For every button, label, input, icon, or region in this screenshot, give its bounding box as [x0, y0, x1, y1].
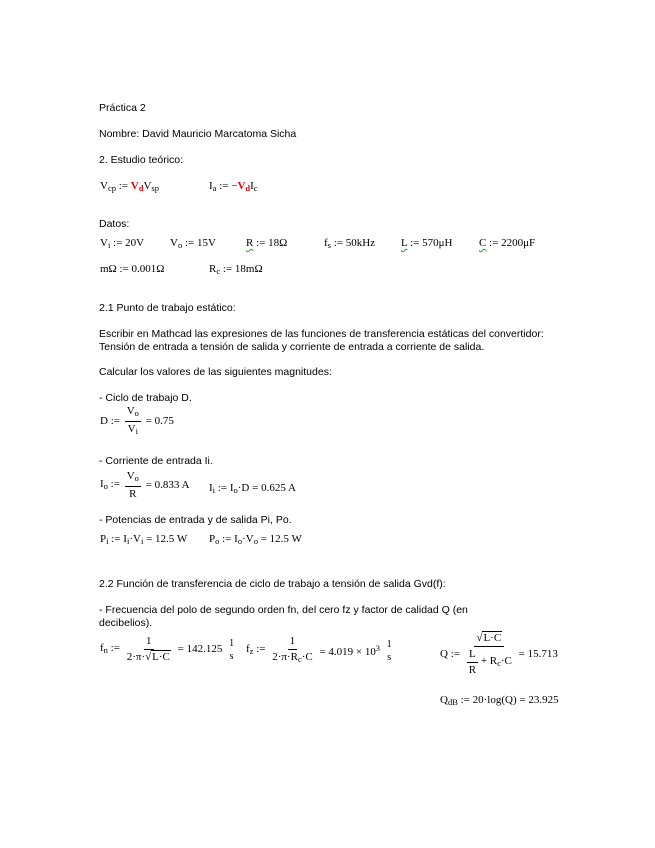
- equation-vcp: $V_{cp}$ := $V_dV_{sp}$: [100, 180, 159, 193]
- equation-io: $I_o$ := $\frac{V_o}{R}$ = 0.833 A: [100, 470, 190, 500]
- datos-fs: $f_s$ := 50kHz: [324, 237, 376, 250]
- section-21-heading: 2.1 Punto de trabajo estático:: [99, 302, 236, 314]
- corriente-label: - Corriente de entrada Ii.: [99, 455, 213, 467]
- document-title: Práctica 2: [99, 102, 146, 114]
- equation-pi: $P_i$ := $I_i\cdot V_i = 12.5$ W: [100, 533, 188, 546]
- paragraph-line-2: Tensión de entrada a tensión de salida y corriente de entrada a corriente de salida.: [99, 341, 485, 353]
- section-2-heading: 2. Estudio teórico:: [99, 154, 184, 166]
- equation-po: $P_o$ := $I_o\cdot V_o = 12.5$ W: [209, 533, 302, 546]
- section-22-heading: 2.2 Función de transferencia de ciclo de trabajo a tensión de salida Gvd(f):: [99, 578, 446, 590]
- ciclo-label: - Ciclo de trabajo D.: [99, 392, 192, 404]
- equation-q: Q := √L·C $\frac{L}{R}$ + $R_c\cdot C$ = 15.713: [440, 632, 558, 676]
- frecuencia-line-2: decibelios).: [99, 617, 153, 629]
- datos-vi: $V_i$ := 20V: [100, 237, 145, 250]
- equation-ii: $I_i$ := $I_o\cdot D = 0.625$ A: [209, 482, 296, 495]
- datos-l: L := 570μH: [401, 237, 453, 249]
- equation-ia: $I_a$ := $-V_dI_c$: [209, 180, 258, 193]
- datos-c: C := 2200μF: [479, 237, 536, 249]
- calc-instruction: Calcular los valores de las siguientes magnitudes:: [99, 366, 332, 378]
- equation-qdb: $Q_{dB}$ := 20·log(Q) = 23.925: [440, 694, 559, 707]
- potencias-label: - Potencias de entrada y de salida Pi, Po.: [99, 514, 292, 526]
- equation-fn: $f_n$ := $\frac{1}{2\cdot\pi\cdot√L\cdot C}$ = 142.125 1 s: [100, 635, 235, 663]
- equation-fz: $f_z$ := $\frac{1}{2\cdot\pi\cdot R_c\cdot C}$ = $4.019 \times 10^3$ 1 s: [246, 635, 392, 664]
- datos-rc: $R_c$ := 18mΩ: [209, 263, 263, 276]
- datos-r: R := 18Ω: [246, 237, 288, 249]
- author-name: Nombre: David Mauricio Marcatoma Sicha: [99, 128, 297, 140]
- datos-label: Datos:: [99, 218, 130, 230]
- frecuencia-line-1: - Frecuencia del polo de segundo orden fn, del cero fz y factor de calidad Q (en: [99, 604, 468, 616]
- paragraph-line-1: Escribir en Mathcad las expresiones de las funciones de transferencia estáticas del convertidor:: [99, 328, 544, 340]
- datos-vo: $V_o$ := 15V: [170, 237, 216, 250]
- equation-d: D := $\frac{V_o}{V_i}$ = 0.75: [100, 405, 174, 436]
- datos-mohm: mΩ := 0.001Ω: [100, 263, 165, 275]
